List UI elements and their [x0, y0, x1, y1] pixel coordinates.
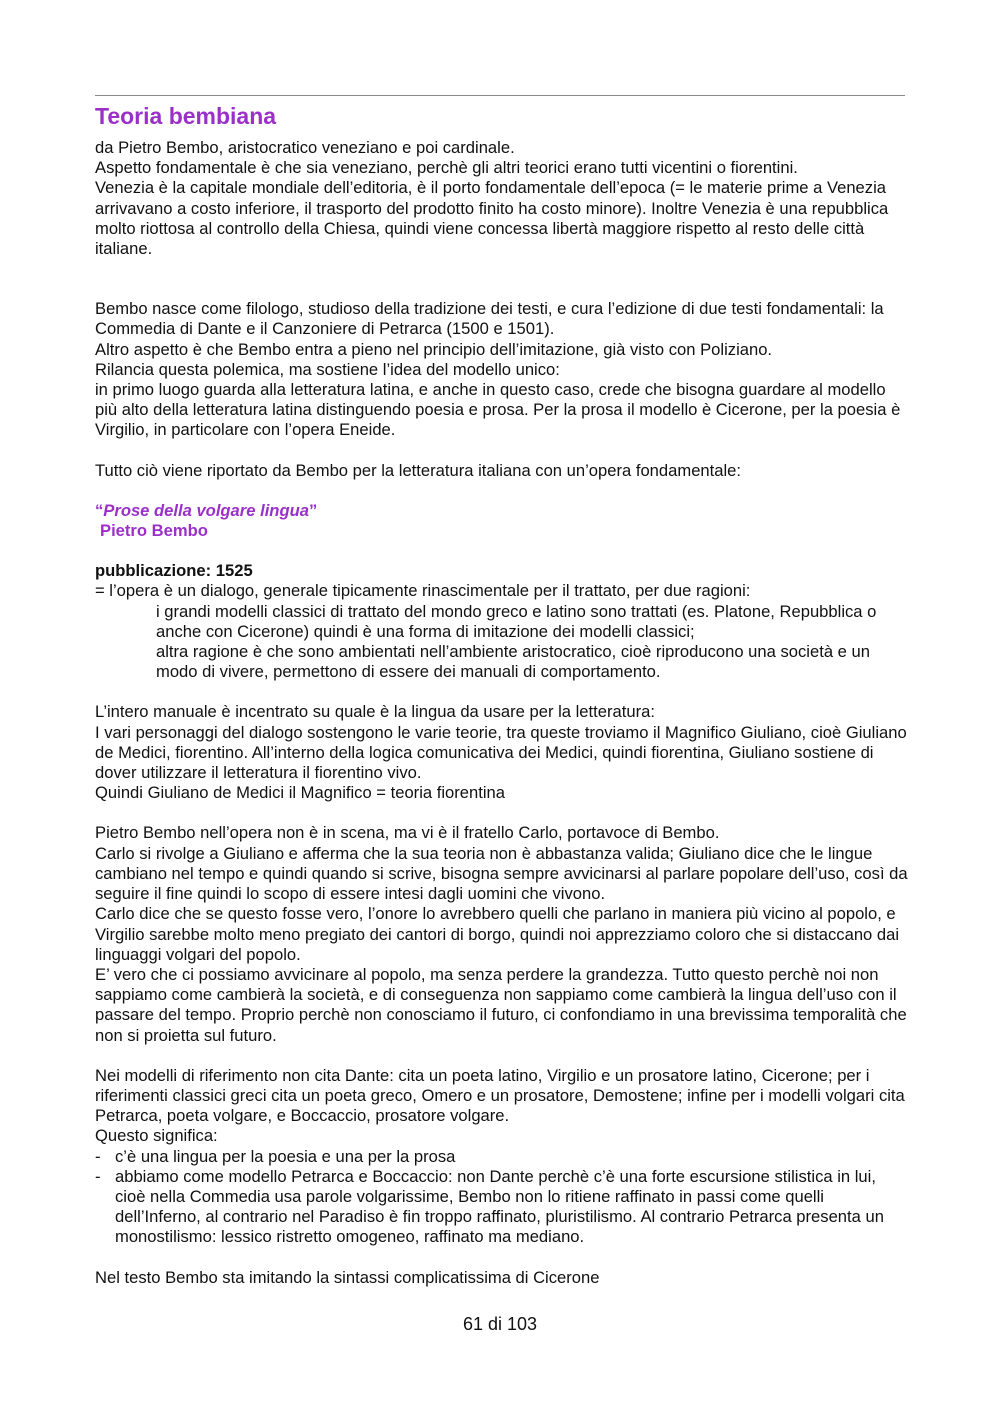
letteratura-latina-paragraph: in primo luogo guarda alla letteratura latina, e anche in questo caso, crede che bisogna guardare al modello più alto della letteratura latina distinguendo poesia e prosa. Per la prosa il modello è Cicerone, per la poesia è Virgilio, in particolare con l’opera Eneide.	[95, 380, 901, 440]
close-quote: ”	[308, 500, 318, 520]
filologo-paragraph: Bembo nasce come filologo, studioso della tradizione dei testi, e cura l’edizione di due testi fondamentali: la Commedia di Dante e il Canzoniere di Petrarca (1500 e 1501).	[95, 299, 884, 339]
dash-marker: -	[95, 1146, 101, 1166]
indent-paragraph-2: altra ragione è che sono ambientati nell’ambiente aristocratico, cioè riproducono una società e un modo di vivere, permettono di essere dei manuali di comportamento.	[156, 642, 870, 682]
work-title-text: Prose della volgare lingua	[103, 500, 309, 520]
polemica-line: Rilancia questa polemica, ma sostiene l’idea del modello unico:	[95, 359, 560, 379]
bullet-text-2: abbiamo come modello Petrarca e Boccaccio: non Dante perchè c’è una forte escursione stilistica in lui, cioè nella Commedia usa parole volgarissime, Bembo non lo ritiene raffinato in passi come quelli dell’Inferno, al contrario nel Paradiso è fin troppo raffinato, pluristilismo. Al contrario Petrarca presenta un monostilismo: lessico ristretto omogeneo, raffinato ma mediano.	[115, 1166, 884, 1247]
personaggi-paragraph: I vari personaggi del dialogo sostengono le varie teorie, tra queste troviamo il Magnifico Giuliano, cioè Giuliano de Medici, fiorentino. All’interno della logica comunicativa dei Medici, quindi fiorentina, Giuliano sostiene di dover utilizzare il letteratura il fiorentino vivo.	[95, 722, 907, 783]
popolo-paragraph: E’ vero che ci possiamo avvicinare al popolo, ma senza perdere la grandezza. Tutto questo perchè noi non sappiamo come cambierà la società, e di conseguenza non sappiamo come cambierà la lingua dell’uso con il passare del tempo. Proprio perchè non conosciamo il futuro, ci confondiamo in una brevissima temporalità che non si proietta sul futuro.	[95, 964, 907, 1045]
work-author: Pietro Bembo	[100, 521, 208, 541]
section-title: Teoria bembiana	[95, 103, 277, 129]
page-content	[95, 102, 910, 1288]
manuale-line: L’intero manuale è incentrato su quale è la lingua da usare per la letteratura:	[95, 702, 655, 722]
bullet-item-1	[95, 1147, 910, 1167]
bullet-text-1: c’è una lingua per la poesia e una per la prosa	[115, 1146, 456, 1166]
indent-paragraph-1: i grandi modelli classici di trattato del mondo greco e latino sono trattati (es. Platone, Repubblica o anche con Cicerone) quindi è una forma di imitazione dei modelli classici;	[156, 601, 877, 641]
teoria-fiorentina-line: Quindi Giuliano de Medici il Magnifico = teoria fiorentina	[95, 783, 505, 803]
carlo-giuliano-paragraph: Carlo si rivolge a Giuliano e afferma che la sua teoria non è abbastanza valida; Giuliano dice che le lingue cambiano nel tempo e quindi quando si scrive, bisogna sempre avvicinarsi al parlare popolare dell’uso, così da seguire il fine quindi lo scopo di essere intesi dagli uomini che vivono.	[95, 843, 908, 904]
page-number: 61 di 103	[462, 1314, 538, 1334]
intro-line-1: da Pietro Bembo, aristocratico veneziano e poi cardinale.	[95, 138, 515, 157]
publication-description: = l’opera è un dialogo, generale tipicamente rinascimentale per il trattato, per due ragioni:	[95, 581, 751, 601]
dash-marker: -	[95, 1166, 101, 1186]
modelli-paragraph: Nei modelli di riferimento non cita Dante: cita un poeta latino, Virgilio e un prosatore latino, Cicerone; per i riferimenti classici greci cita un poeta greco, Omero e un prosatore, Demostene; infine per i modelli volgari cita Petrarca, poeta volgare, e Boccaccio, prosatore volgare.	[95, 1065, 905, 1126]
closing-line: Nel testo Bembo sta imitando la sintassi complicatissima di Cicerone	[95, 1267, 600, 1287]
imitazione-line: Altro aspetto è che Bembo entra a pieno nel principio dell’imitazione, già visto con Poliziano.	[95, 339, 773, 359]
top-rule	[95, 95, 905, 96]
bullet-item-2	[95, 1167, 910, 1248]
carlo-virgilio-paragraph: Carlo dice che se questo fosse vero, l’onore lo avrebbero quelli che parlano in maniera più vicino al popolo, e Virgilio sarebbe molto meno pregiato dei cantori di borgo, quindi noi apprezziamo coloro che si distaccano dai linguaggi volgari del popolo.	[95, 904, 900, 964]
open-quote: “	[95, 500, 104, 520]
transition-line: Tutto ciò viene riportato da Bembo per la letteratura italiana con un’opera fondamentale:	[95, 460, 742, 480]
questo-significa-line: Questo significa:	[95, 1126, 218, 1146]
intro-line-2: Aspetto fondamentale è che sia veneziano, perchè gli altri teorici erano tutti vicentini o fiorentini.	[95, 158, 798, 178]
publication-label: pubblicazione: 1525	[95, 561, 253, 581]
work-title	[95, 501, 910, 521]
carlo-line: Pietro Bembo nell’opera non è in scena, ma vi è il fratello Carlo, portavoce di Bembo.	[95, 823, 720, 843]
intro-paragraph: Venezia è la capitale mondiale dell’editoria, è il porto fondamentale dell’epoca (= le materie prime a Venezia arrivavano a costo inferiore, il trasporto del prodotto finito ha costo minore). Inoltre Venezia è una repubblica molto riottosa al controllo della Chiesa, quindi viene concessa libertà maggiore rispetto al resto delle città italiane.	[95, 178, 889, 259]
